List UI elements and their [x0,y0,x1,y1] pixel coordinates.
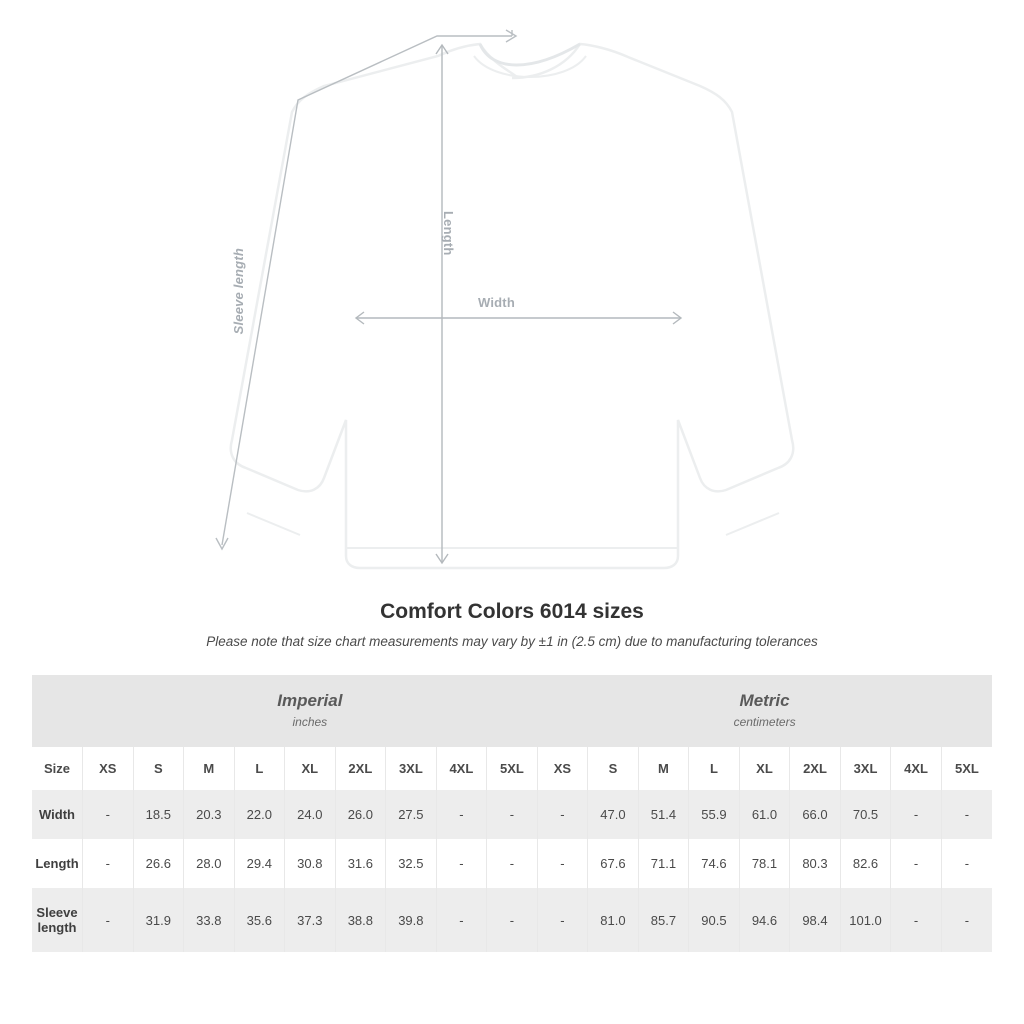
metric-title: Metric [739,691,790,710]
size-col-metric-2xl: 2XL [790,747,841,790]
table-row [32,839,992,888]
size-col-metric-3xl: 3XL [840,747,891,790]
cell-width-metric-l: 55.9 [689,790,740,839]
cell-sleeve-imperial-2xl: 38.8 [335,888,386,952]
cell-width-imperial-4xl: - [436,790,487,839]
size-col-metric-l: L [689,747,740,790]
size-col-imperial-l: L [234,747,285,790]
size-col-imperial-3xl: 3XL [386,747,437,790]
cell-sleeve-metric-4xl: - [891,888,942,952]
cell-length-imperial-3xl: 32.5 [386,839,437,888]
cell-length-metric-s: 67.6 [588,839,639,888]
cell-sleeve-imperial-m: 33.8 [184,888,235,952]
cell-length-metric-2xl: 80.3 [790,839,841,888]
cell-length-metric-3xl: 82.6 [840,839,891,888]
cell-width-imperial-2xl: 26.0 [335,790,386,839]
cell-length-metric-4xl: - [891,839,942,888]
cell-sleeve-imperial-5xl: - [487,888,538,952]
cell-length-metric-m: 71.1 [638,839,689,888]
cell-length-metric-5xl: - [941,839,992,888]
metric-subtitle: centimeters [733,715,796,729]
imperial-subtitle: inches [292,715,328,729]
size-chart-table [32,675,992,952]
cell-width-metric-xs: - [537,790,588,839]
tolerance-note: Please note that size chart measurements may vary by ±1 in (2.5 cm) due to manufacturing tolerances [206,634,818,649]
cell-width-metric-s: 47.0 [588,790,639,839]
cell-sleeve-imperial-l: 35.6 [234,888,285,952]
cell-sleeve-imperial-4xl: - [436,888,487,952]
cell-width-metric-4xl: - [891,790,942,839]
cell-length-metric-xs: - [537,839,588,888]
size-col-metric-s: S [588,747,639,790]
cell-width-metric-5xl: - [941,790,992,839]
unit-header-row [32,675,992,747]
row-label-sleeve-length: Sleeve length [32,888,83,952]
size-header-row [32,747,992,790]
size-col-imperial-xl: XL [285,747,336,790]
unit-header-metric [537,675,992,747]
cell-sleeve-metric-s: 81.0 [588,888,639,952]
cell-width-metric-xl: 61.0 [739,790,790,839]
cell-sleeve-imperial-s: 31.9 [133,888,184,952]
size-col-imperial-xs: XS [83,747,134,790]
page-title: Comfort Colors 6014 sizes [380,600,644,623]
cell-width-metric-2xl: 66.0 [790,790,841,839]
size-col-metric-m: M [638,747,689,790]
size-col-metric-5xl: 5XL [941,747,992,790]
cell-sleeve-metric-m: 85.7 [638,888,689,952]
row-label-width: Width [32,790,83,839]
cell-width-metric-3xl: 70.5 [840,790,891,839]
cell-sleeve-imperial-3xl: 39.8 [386,888,437,952]
cell-length-imperial-s: 26.6 [133,839,184,888]
cell-length-metric-l: 74.6 [689,839,740,888]
row-label-length: Length [32,839,83,888]
cell-sleeve-imperial-xl: 37.3 [285,888,336,952]
width-label: Width [478,295,515,310]
size-col-imperial-4xl: 4XL [436,747,487,790]
size-header-label: Size [32,747,83,790]
cell-length-imperial-2xl: 31.6 [335,839,386,888]
cell-length-imperial-l: 29.4 [234,839,285,888]
cell-sleeve-imperial-xs: - [83,888,134,952]
cell-width-imperial-l: 22.0 [234,790,285,839]
size-table-wrapper [32,675,992,952]
unit-header-imperial [83,675,538,747]
size-col-metric-xl: XL [739,747,790,790]
cell-width-imperial-xs: - [83,790,134,839]
sleeve-length-label: Sleeve length [231,248,246,335]
cell-sleeve-metric-l: 90.5 [689,888,740,952]
unit-header-blank [32,675,83,747]
cell-width-metric-m: 51.4 [638,790,689,839]
cell-width-imperial-3xl: 27.5 [386,790,437,839]
cell-width-imperial-m: 20.3 [184,790,235,839]
cell-length-imperial-m: 28.0 [184,839,235,888]
size-col-imperial-5xl: 5XL [487,747,538,790]
size-col-metric-xs: XS [537,747,588,790]
cell-sleeve-metric-5xl: - [941,888,992,952]
length-label: Length [441,211,456,256]
table-row [32,888,992,952]
cell-width-imperial-s: 18.5 [133,790,184,839]
cell-length-metric-xl: 78.1 [739,839,790,888]
size-col-imperial-s: S [133,747,184,790]
cell-length-imperial-xl: 30.8 [285,839,336,888]
size-col-imperial-2xl: 2XL [335,747,386,790]
cell-width-imperial-xl: 24.0 [285,790,336,839]
table-row [32,790,992,839]
cell-sleeve-metric-3xl: 101.0 [840,888,891,952]
cell-width-imperial-5xl: - [487,790,538,839]
size-col-metric-4xl: 4XL [891,747,942,790]
cell-length-imperial-5xl: - [487,839,538,888]
cell-length-imperial-xs: - [83,839,134,888]
imperial-title: Imperial [277,691,343,710]
title-block [0,600,1024,649]
cell-sleeve-metric-xs: - [537,888,588,952]
size-col-imperial-m: M [184,747,235,790]
cell-sleeve-metric-2xl: 98.4 [790,888,841,952]
cell-length-imperial-4xl: - [436,839,487,888]
cell-sleeve-metric-xl: 94.6 [739,888,790,952]
